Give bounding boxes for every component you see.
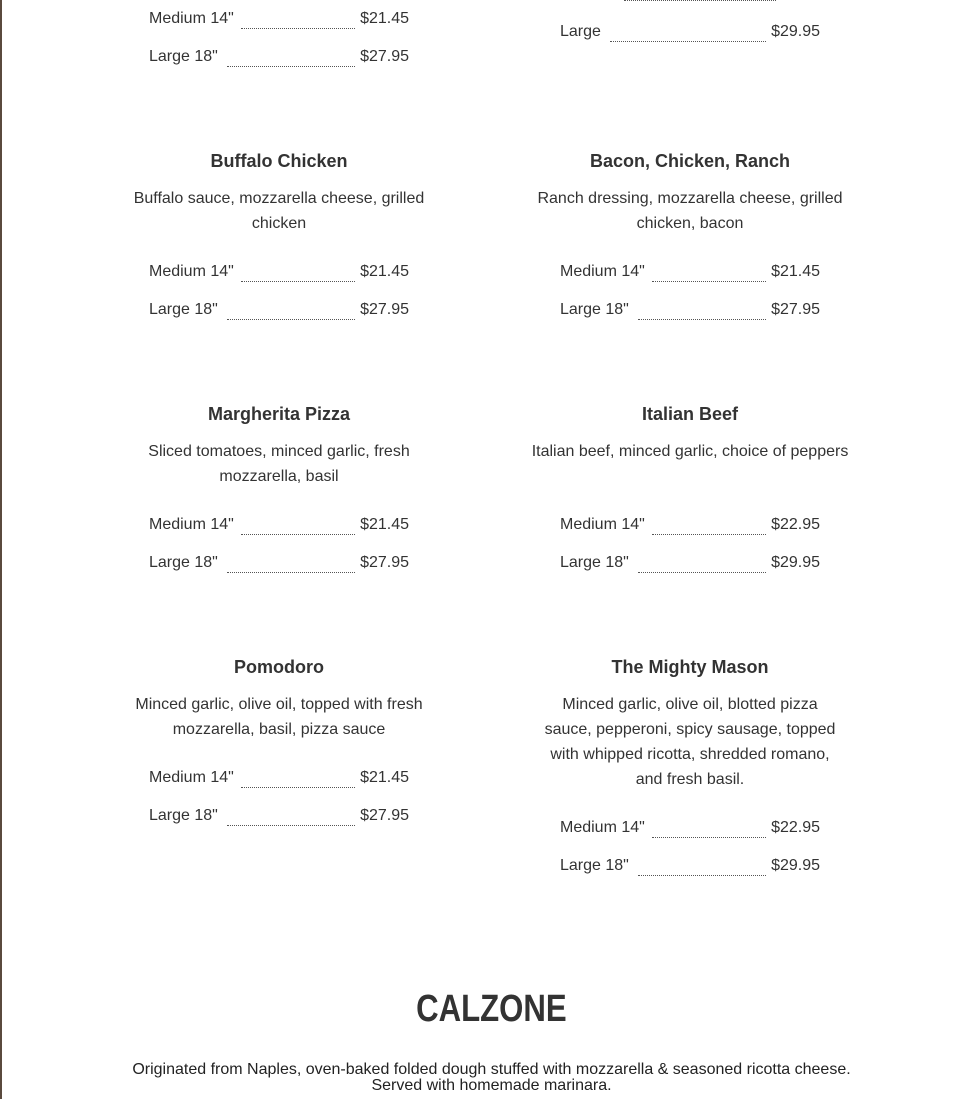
price-row	[149, 299, 409, 321]
price: $27.95	[360, 807, 409, 824]
section-description-calzone: Originated from Naples, oven-baked folded dough stuffed with mozzarella & seasoned ricotta cheese. Served with homemade marinara.	[132, 1061, 851, 1094]
leader-dots	[241, 771, 355, 788]
price: $27.95	[360, 48, 409, 65]
leader-dots	[652, 265, 766, 282]
size-label: Large 18"	[149, 805, 224, 827]
price: $27.95	[771, 301, 820, 318]
price-row	[560, 855, 820, 877]
menu-item-description: Italian beef, minced garlic, choice of peppers	[531, 443, 849, 460]
price: $21.45	[360, 516, 409, 533]
leader-dots	[652, 821, 766, 838]
leader-dots	[624, 0, 776, 1]
menu-item-description: Minced garlic, olive oil, topped with fresh mozzarella, basil, pizza sauce	[135, 696, 423, 738]
leader-dots	[241, 518, 355, 535]
leader-dots	[638, 303, 766, 320]
price-row	[149, 552, 409, 574]
size-label: Large 18"	[560, 552, 635, 574]
menu-item-name: Italian Beef	[641, 404, 739, 424]
leader-dots	[638, 859, 766, 876]
size-label: Medium 14"	[149, 8, 240, 30]
price: $29.95	[771, 23, 820, 40]
price: $27.95	[360, 554, 409, 571]
price: $29.95	[771, 857, 820, 874]
leader-dots	[610, 25, 766, 42]
size-label: Large	[560, 21, 607, 43]
price: $21.45	[360, 263, 409, 280]
size-label: Large 18"	[149, 46, 224, 68]
size-label: Large 18"	[560, 855, 635, 877]
menu-item-description: Minced garlic, olive oil, blotted pizza sauce, pepperoni, spicy sausage, topped with whipped ricotta, shredded romano, and fresh basil.	[544, 696, 836, 788]
price-row	[560, 261, 820, 283]
menu-item-description: Buffalo sauce, mozzarella cheese, grilled chicken	[133, 190, 425, 232]
size-label: Medium 14"	[560, 514, 651, 536]
price: $21.45	[360, 769, 409, 786]
size-label: Medium 14"	[560, 817, 651, 839]
price: $22.95	[771, 516, 820, 533]
leader-dots	[638, 556, 766, 573]
size-label: Large 18"	[149, 552, 224, 574]
price-row	[560, 552, 820, 574]
leader-dots	[227, 303, 355, 320]
price-row	[149, 767, 409, 789]
price: $22.95	[771, 819, 820, 836]
price-row	[149, 8, 409, 30]
price-row	[149, 46, 409, 68]
price-row	[560, 299, 820, 321]
price-row	[560, 21, 820, 43]
size-label: Medium 14"	[149, 767, 240, 789]
menu-item-name: Pomodoro	[234, 657, 324, 677]
size-label: Medium 14"	[149, 261, 240, 283]
price: $21.45	[771, 263, 820, 280]
leader-dots	[241, 265, 355, 282]
menu-item-description: Sliced tomatoes, minced garlic, fresh mozzarella, basil	[148, 443, 410, 485]
size-label: Medium 14"	[149, 514, 240, 536]
price: $21.45	[360, 10, 409, 27]
menu-item-name: Margherita Pizza	[207, 404, 351, 424]
price-row	[149, 261, 409, 283]
size-label: Medium 14"	[560, 261, 651, 283]
price-row	[560, 817, 820, 839]
menu-item-description: Ranch dressing, mozzarella cheese, grilled chicken, bacon	[537, 190, 843, 232]
leader-dots	[227, 809, 355, 826]
price: $29.95	[771, 554, 820, 571]
page-left-border	[0, 0, 2, 1099]
section-title-calzone: CALZONE	[416, 988, 567, 1030]
menu-item-name: The Mighty Mason	[611, 657, 769, 677]
price-row	[560, 514, 820, 536]
size-label: Large 18"	[560, 299, 635, 321]
leader-dots	[227, 556, 355, 573]
price: $27.95	[360, 301, 409, 318]
price-row	[149, 514, 409, 536]
leader-dots	[241, 12, 355, 29]
menu-item-name: Bacon, Chicken, Ranch	[589, 151, 791, 171]
size-label: Large 18"	[149, 299, 224, 321]
price-row	[149, 805, 409, 827]
leader-dots	[652, 518, 766, 535]
leader-dots	[227, 50, 355, 67]
cut-off-price-row	[560, 0, 820, 2]
menu-item-name: Buffalo Chicken	[210, 151, 348, 171]
